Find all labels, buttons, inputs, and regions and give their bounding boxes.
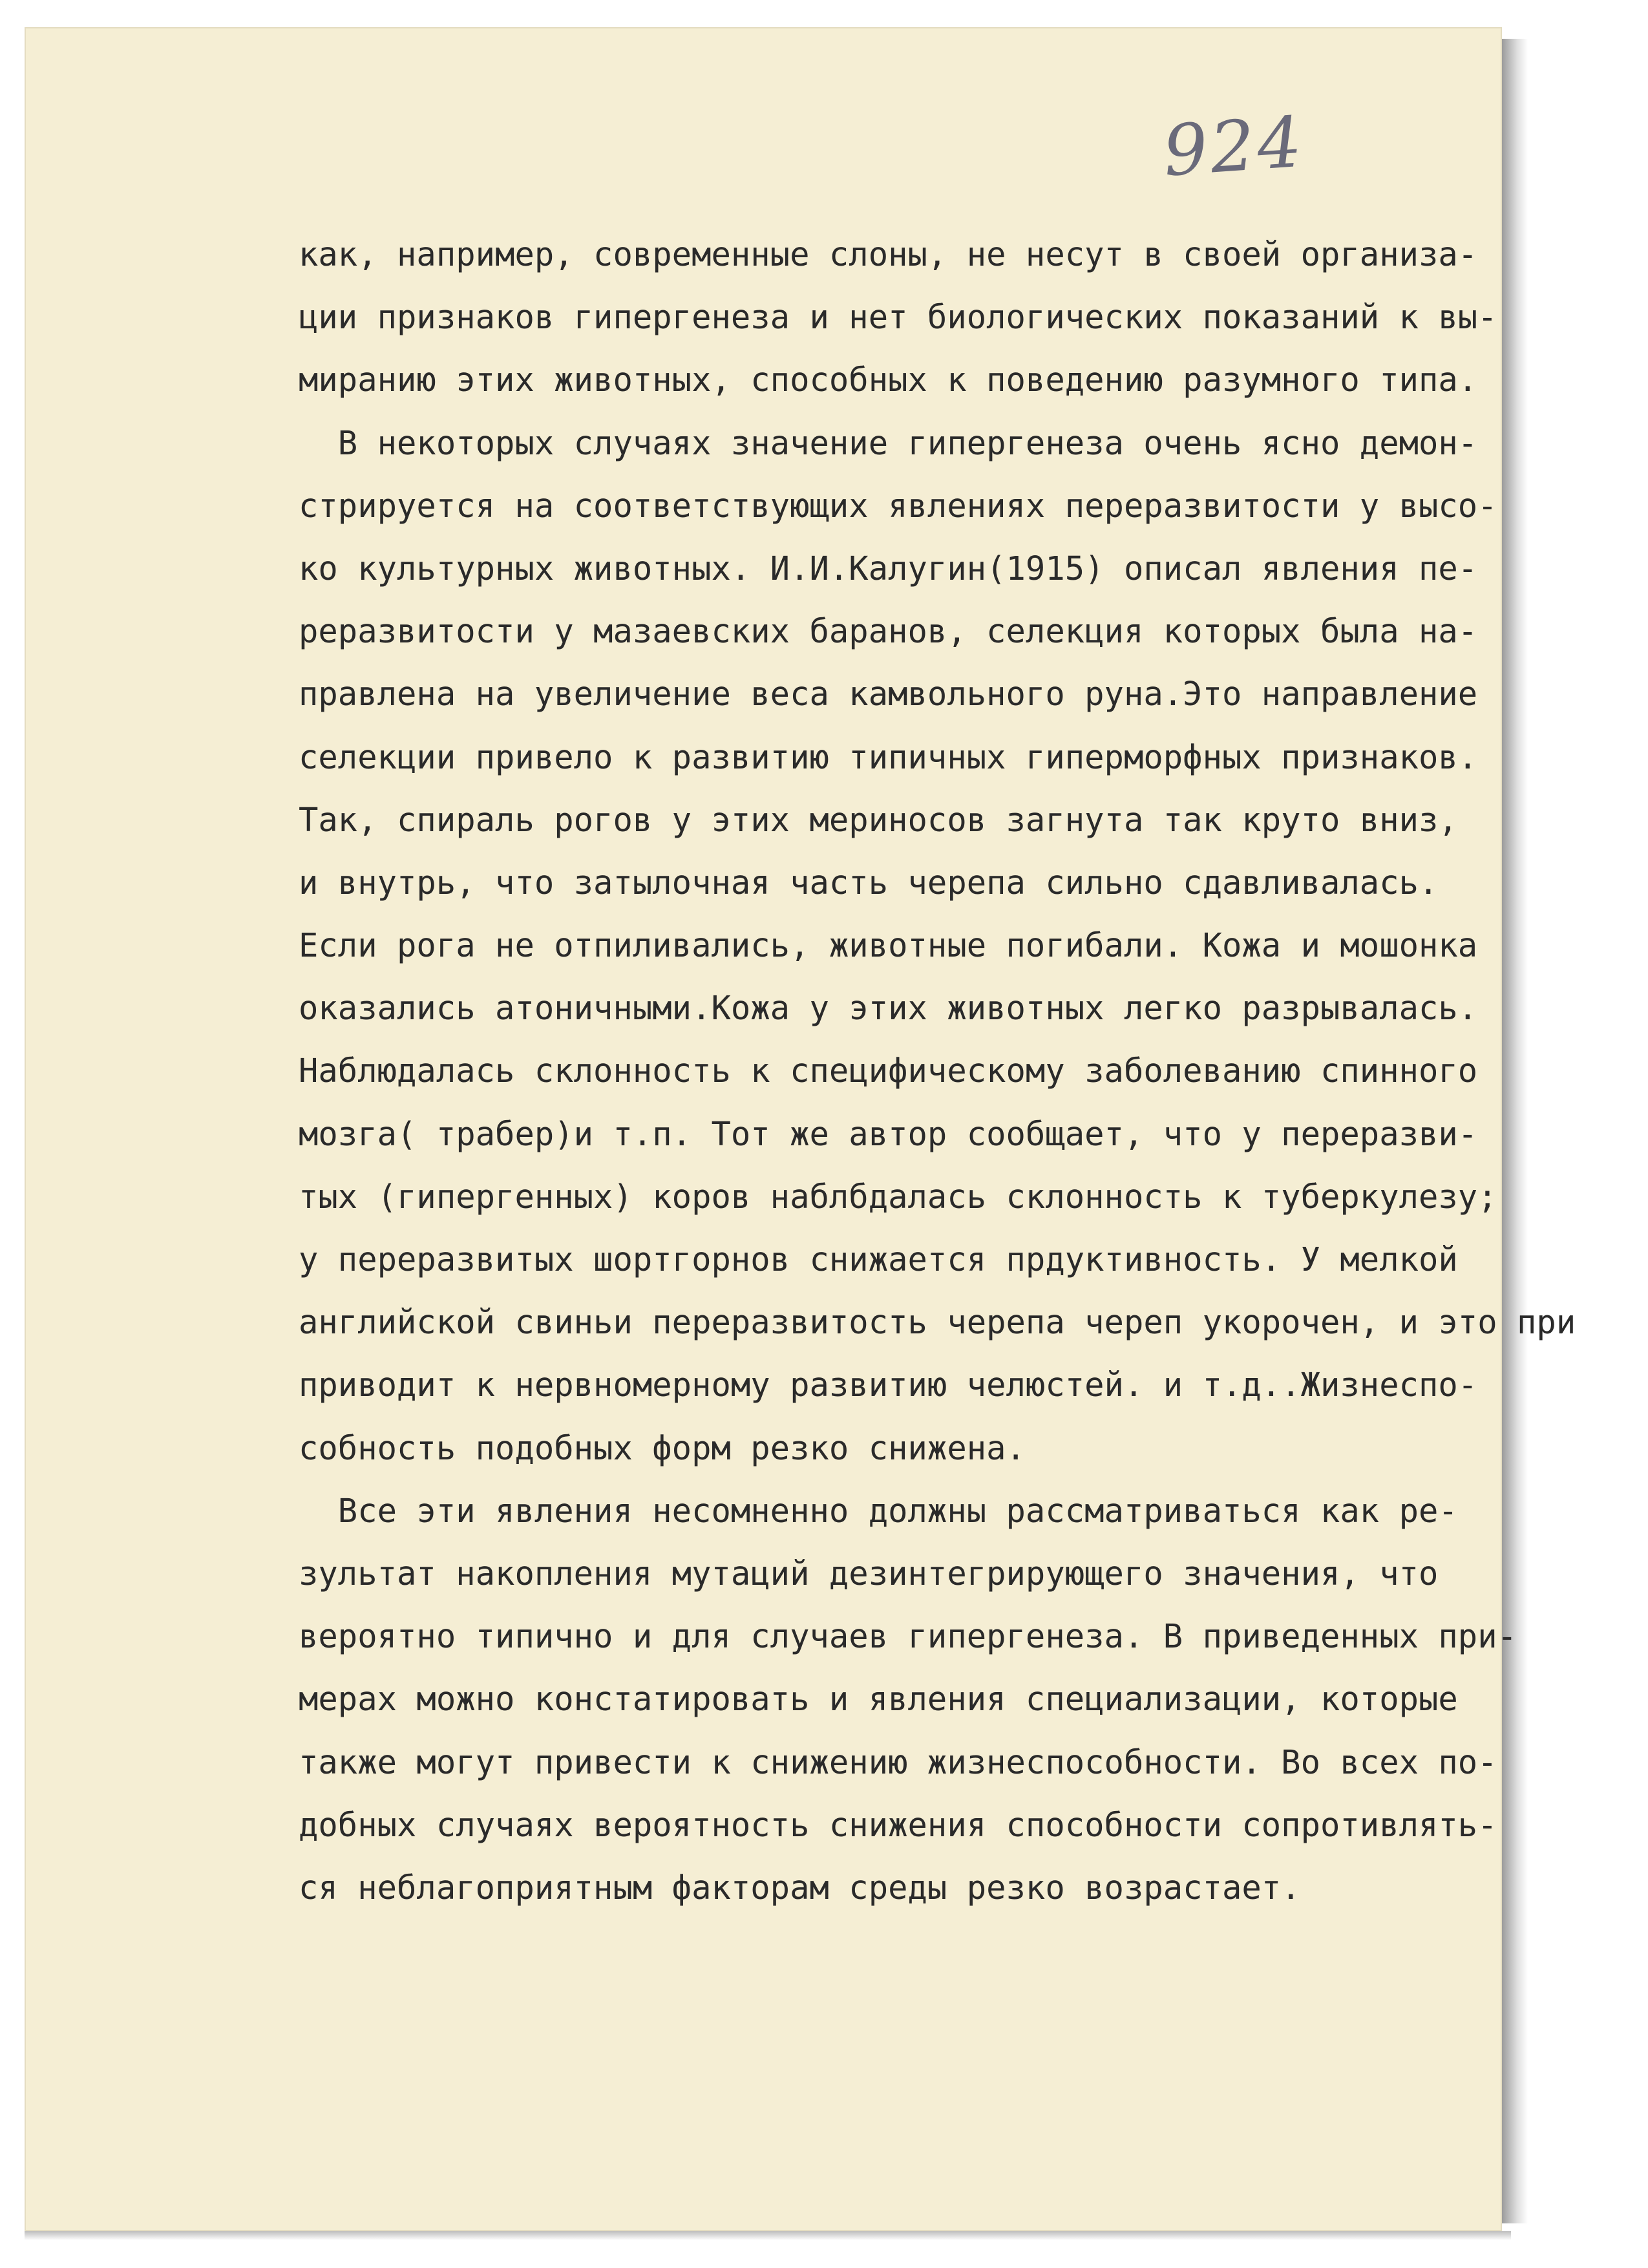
- text-line: оказались атоничными.Кожа у этих животных легко разрывалась.: [299, 989, 1478, 1028]
- text-line: селекции привело к развитию типичных гиперморфных признаков.: [299, 737, 1478, 776]
- text-line: Все эти явления несомненно должны рассматриваться как ре-: [299, 1491, 1458, 1530]
- text-line: у переразвитых шортгорнов снижается прдуктивность. У мелкой: [299, 1240, 1458, 1278]
- text-line: реразвитости у мазаевских баранов, селекция которых была на-: [299, 612, 1478, 651]
- text-line: Если рога не отпиливались, животные погибали. Кожа и мошонка: [299, 926, 1478, 965]
- text-line: также могут привести к снижению жизнеспособности. Во всех по-: [299, 1743, 1497, 1781]
- page-bottom-shadow: [25, 2231, 1511, 2240]
- text-line: и внутрь, что затылочная часть черепа сильно сдавливалась.: [299, 863, 1439, 902]
- text-line: приводит к нервномерному развитию челюстей. и т.д..Жизнеспо-: [299, 1366, 1478, 1404]
- text-line: английской свиньи переразвитость черепа череп укорочен, и это при: [299, 1303, 1576, 1342]
- text-line: вероятно типично и для случаев гипергенеза. В приведенных при-: [299, 1617, 1517, 1656]
- text-line: добных случаях вероятность снижения способности сопротивлять-: [299, 1805, 1497, 1844]
- text-line: Наблюдалась склонность к специфическому заболеванию спинного: [299, 1052, 1478, 1090]
- text-line: миранию этих животных, способных к поведению разумного типа.: [299, 361, 1478, 399]
- typewritten-text-body: [299, 223, 1576, 1919]
- text-line: ся неблагоприятным факторам среды резко возрастает.: [299, 1868, 1301, 1907]
- text-line: мерах можно констатировать и явления специализации, которые: [299, 1680, 1458, 1719]
- text-line: мозга( трабер)и т.п. Тот же автор сообщает, что у переразви-: [299, 1114, 1478, 1153]
- text-line: Так, спираль рогов у этих мериносов загнута так круто вниз,: [299, 800, 1458, 839]
- text-line: правлена на увеличение веса камвольного руна.Это направление: [299, 675, 1478, 714]
- handwritten-page-number: 924: [1160, 101, 1307, 193]
- text-line: тых (гипергенных) коров наблбдалась склонность к туберкулезу;: [299, 1177, 1497, 1216]
- text-line: ции признаков гипергенеза и нет биологических показаний к вы-: [299, 298, 1497, 337]
- text-line: как, например, современные слоны, не несут в своей организа-: [299, 235, 1478, 273]
- text-line: ко культурных животных. И.И.Калугин(1915) описал явления пе-: [299, 549, 1478, 588]
- text-line: В некоторых случаях значение гипергенеза очень ясно демон-: [299, 423, 1478, 462]
- text-line: собность подобных форм резко снижена.: [299, 1428, 1026, 1467]
- text-line: стрируется на соответствующих явлениях переразвитости у высо-: [299, 486, 1497, 525]
- text-line: зультат накопления мутаций дезинтегрирующего значения, что: [299, 1554, 1439, 1593]
